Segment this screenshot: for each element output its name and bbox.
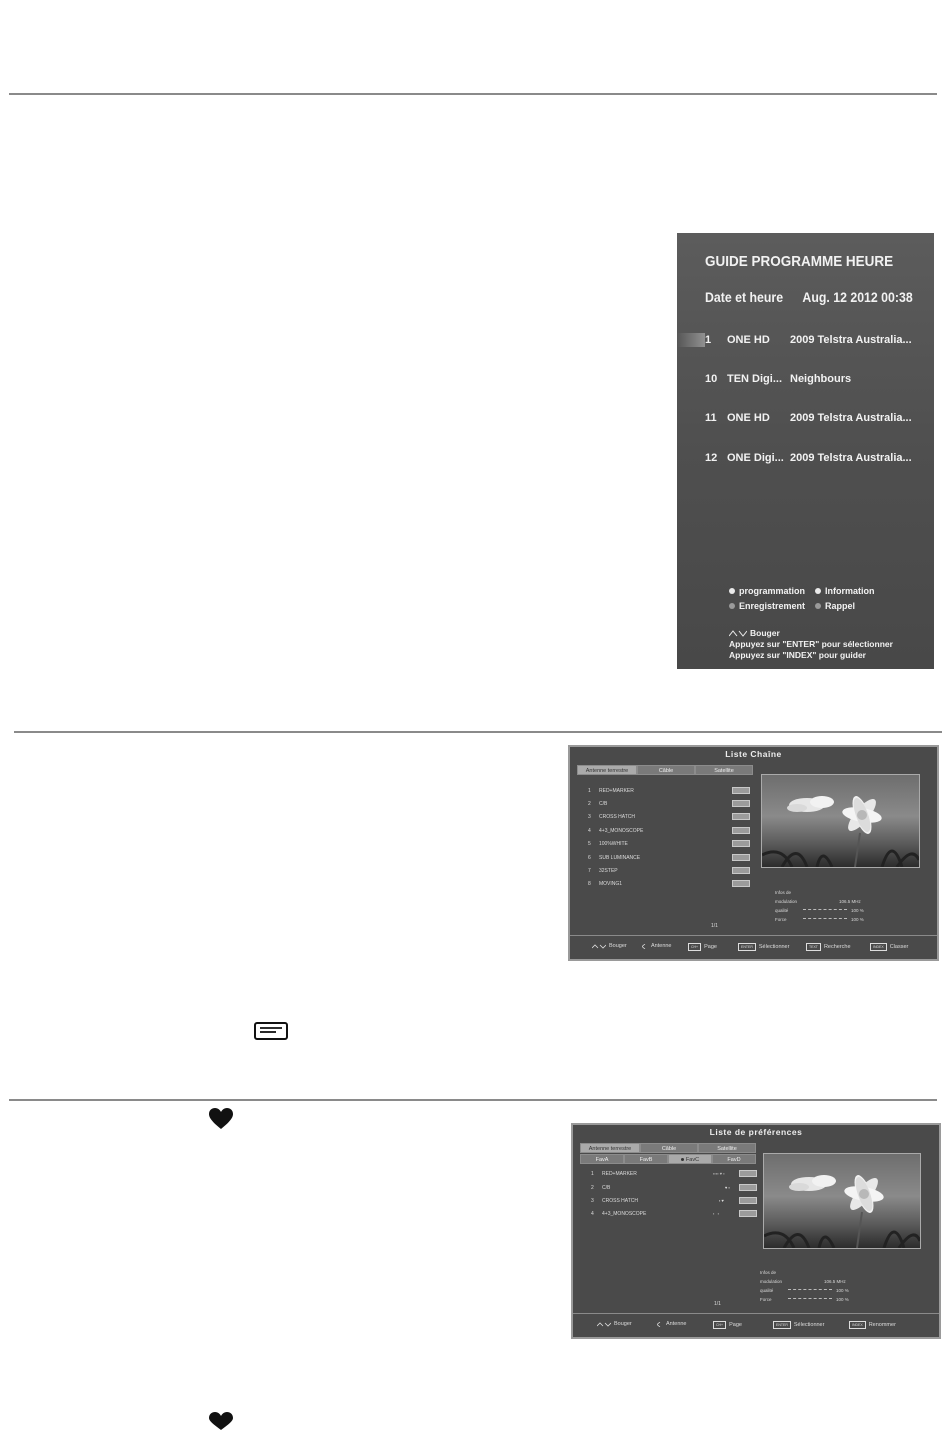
channel-row[interactable]: 2 C/B xyxy=(588,801,608,807)
epg-row[interactable] xyxy=(705,334,912,346)
channel-list-title: Liste Chaîne xyxy=(725,749,782,759)
help-enter: Appuyez sur "ENTER" pour sélectionner xyxy=(729,639,893,649)
favorite-marker-icon: ♥ ▪ xyxy=(725,1185,730,1190)
epg-row[interactable] xyxy=(705,373,851,385)
footer-page: CH+ Page xyxy=(688,943,717,951)
footer-search: TEXT Recherche xyxy=(806,943,851,951)
strength-bar xyxy=(803,918,847,921)
page-indicator: 1/1 xyxy=(711,923,718,929)
epg-row[interactable] xyxy=(705,452,912,464)
channel-name: ONE HD xyxy=(727,412,770,424)
channel-type-button[interactable] xyxy=(739,1197,757,1204)
channel-number: 10 xyxy=(705,373,718,385)
footer-sort: INDEX Classer xyxy=(870,943,908,951)
datetime-value: Aug. 12 2012 00:38 xyxy=(802,289,913,305)
help-move: Bouger xyxy=(750,628,780,638)
selection-highlight xyxy=(677,333,705,347)
channel-row[interactable]: 1 RED+MARKER xyxy=(588,788,634,794)
epg-title: GUIDE PROGRAMME xyxy=(705,253,843,270)
left-right-arrows-icon xyxy=(657,1322,663,1327)
channel-row[interactable]: 5 100%WHITE xyxy=(588,841,628,847)
blue-key-icon xyxy=(815,603,821,609)
channel-type-button[interactable] xyxy=(732,813,750,820)
strength-bar xyxy=(788,1298,832,1301)
epg-row[interactable] xyxy=(705,412,912,424)
tab-satellite[interactable]: Satellite xyxy=(695,765,753,775)
heart-icon xyxy=(208,1107,234,1136)
channel-number: 12 xyxy=(705,452,718,464)
footer-move: Bouger xyxy=(597,1321,632,1327)
epg-header xyxy=(705,253,893,270)
channel-row[interactable]: 8 MOVING1 xyxy=(588,881,623,887)
channel-row[interactable]: 3 CROSS HATCH xyxy=(588,814,636,820)
program-name: Neighbours xyxy=(790,373,852,385)
tab-cable[interactable]: Câble xyxy=(637,765,695,775)
channel-row[interactable]: 4 4+3_MONOSCOPE xyxy=(588,828,644,834)
selected-dot-icon xyxy=(681,1158,684,1161)
channel-type-button[interactable] xyxy=(732,854,750,861)
move-arrows-icon xyxy=(592,944,606,949)
page-indicator: 1/1 xyxy=(714,1301,721,1307)
quality-bar xyxy=(788,1289,832,1292)
tab-favc[interactable]: FavC xyxy=(668,1154,712,1164)
source-tabs xyxy=(577,765,753,775)
tab-favb[interactable]: FavB xyxy=(624,1154,668,1164)
signal-info: Infos de modulation 106.5 MHz qualité 100 % Force 100 % xyxy=(775,890,864,922)
channel-type-button[interactable] xyxy=(732,800,750,807)
enter-key-icon: ENTER xyxy=(738,943,756,951)
tab-satellite[interactable]: Satellite xyxy=(698,1143,756,1153)
heart-icon xyxy=(208,1411,234,1435)
help-index: Appuyez sur "INDEX" pour guider xyxy=(729,650,866,660)
channel-name: TEN Digi... xyxy=(727,373,782,385)
channel-number: 1 xyxy=(705,334,712,346)
index-key-icon xyxy=(254,1022,288,1045)
red-key-icon xyxy=(729,588,735,594)
favorite-marker-icon: ▪ ♥ xyxy=(719,1198,724,1203)
section-divider xyxy=(9,1099,937,1101)
channel-row[interactable]: 1 RED+MARKER xyxy=(591,1171,637,1177)
green-key-icon xyxy=(815,588,821,594)
footer-page: CH+ Page xyxy=(713,1321,742,1329)
quality-bar xyxy=(803,909,847,912)
footer-select: ENTER Sélectionner xyxy=(738,943,789,951)
page-key-icon: CH+ xyxy=(688,943,701,951)
section-divider xyxy=(9,93,937,95)
left-right-arrows-icon xyxy=(642,944,648,949)
channel-row[interactable]: 4 4+3_MONOSCOPE xyxy=(591,1211,647,1217)
page-key-icon: CH+ xyxy=(713,1321,726,1329)
footer-antenna: Antenne xyxy=(642,943,672,949)
channel-name: ONE HD xyxy=(727,334,770,346)
channel-type-button[interactable] xyxy=(739,1170,757,1177)
channel-row[interactable]: 6 SUB LUMINANCE xyxy=(588,855,641,861)
favorite-list-title: Liste de préférences xyxy=(709,1127,803,1137)
enter-key-icon: ENTER xyxy=(773,1321,791,1329)
flower-preview-image xyxy=(762,775,919,867)
flower-preview-image xyxy=(764,1154,920,1248)
channel-type-button[interactable] xyxy=(732,867,750,874)
favorite-tabs xyxy=(580,1154,756,1164)
epg-panel xyxy=(677,233,934,669)
footer-select: ENTER Sélectionner xyxy=(773,1321,824,1329)
yellow-key-icon xyxy=(729,603,735,609)
channel-type-button[interactable] xyxy=(732,840,750,847)
channel-list-footer xyxy=(570,935,937,960)
search-key-icon: TEXT xyxy=(806,943,821,951)
program-name: 2009 Telstra Australia... xyxy=(790,452,912,464)
favorite-marker-icon: ▪▪▪▪ ♥ ▪ xyxy=(713,1171,725,1176)
channel-preview xyxy=(761,774,920,868)
favorite-list-footer xyxy=(573,1313,939,1338)
channel-row[interactable]: 2 C/B xyxy=(591,1185,611,1191)
channel-name: ONE Digi... xyxy=(727,452,784,464)
index-key-icon: INDEX xyxy=(870,943,887,951)
signal-info: Infos de modulation 106.5 MHz qualité 100 % Force 100 % xyxy=(760,1270,849,1302)
section-divider xyxy=(14,731,942,733)
tab-fava[interactable]: FavA xyxy=(580,1154,624,1164)
tab-cable[interactable]: Câble xyxy=(640,1143,698,1153)
channel-number: 11 xyxy=(705,412,717,424)
datetime-label: Date et heure xyxy=(705,289,784,305)
footer-antenna: Antenne xyxy=(657,1321,687,1327)
channel-row[interactable]: 7 32STEP xyxy=(588,868,618,874)
channel-list-panel xyxy=(568,745,939,961)
legend-item[interactable]: Rappel xyxy=(815,601,901,611)
channel-type-button[interactable] xyxy=(732,787,750,794)
legend-item[interactable]: Information xyxy=(815,586,901,596)
legend-item[interactable]: programmation xyxy=(729,586,815,596)
move-arrows-icon xyxy=(597,1322,611,1327)
favorite-marker-icon: ▪ ▪ xyxy=(713,1211,720,1216)
legend-item[interactable]: Enregistrement xyxy=(729,601,815,611)
tab-terrestrial[interactable]: Antenne terrestre xyxy=(577,765,637,775)
epg-legend xyxy=(729,586,901,611)
favorite-list-panel xyxy=(571,1123,941,1339)
move-arrows-icon xyxy=(729,630,747,637)
source-tabs xyxy=(580,1143,756,1153)
channel-row[interactable]: 3 CROSS HATCH xyxy=(591,1198,639,1204)
channel-preview xyxy=(763,1153,921,1249)
tab-favd[interactable]: FavD xyxy=(712,1154,756,1164)
tab-terrestrial[interactable]: Antenne terrestre xyxy=(580,1143,640,1153)
channel-type-button[interactable] xyxy=(732,827,750,834)
channel-type-button[interactable] xyxy=(739,1184,757,1191)
index-key-icon: INDEX xyxy=(849,1321,866,1329)
footer-rename: INDEX Renommer xyxy=(849,1321,896,1329)
footer-move: Bouger xyxy=(592,943,627,949)
channel-type-button[interactable] xyxy=(732,880,750,887)
epg-help xyxy=(729,628,893,661)
epg-time-label: HEURE xyxy=(845,253,894,270)
epg-datetime xyxy=(705,289,934,305)
channel-type-button[interactable] xyxy=(739,1210,757,1217)
program-name: 2009 Telstra Australia... xyxy=(790,334,912,346)
program-name: 2009 Telstra Australia... xyxy=(790,412,912,424)
